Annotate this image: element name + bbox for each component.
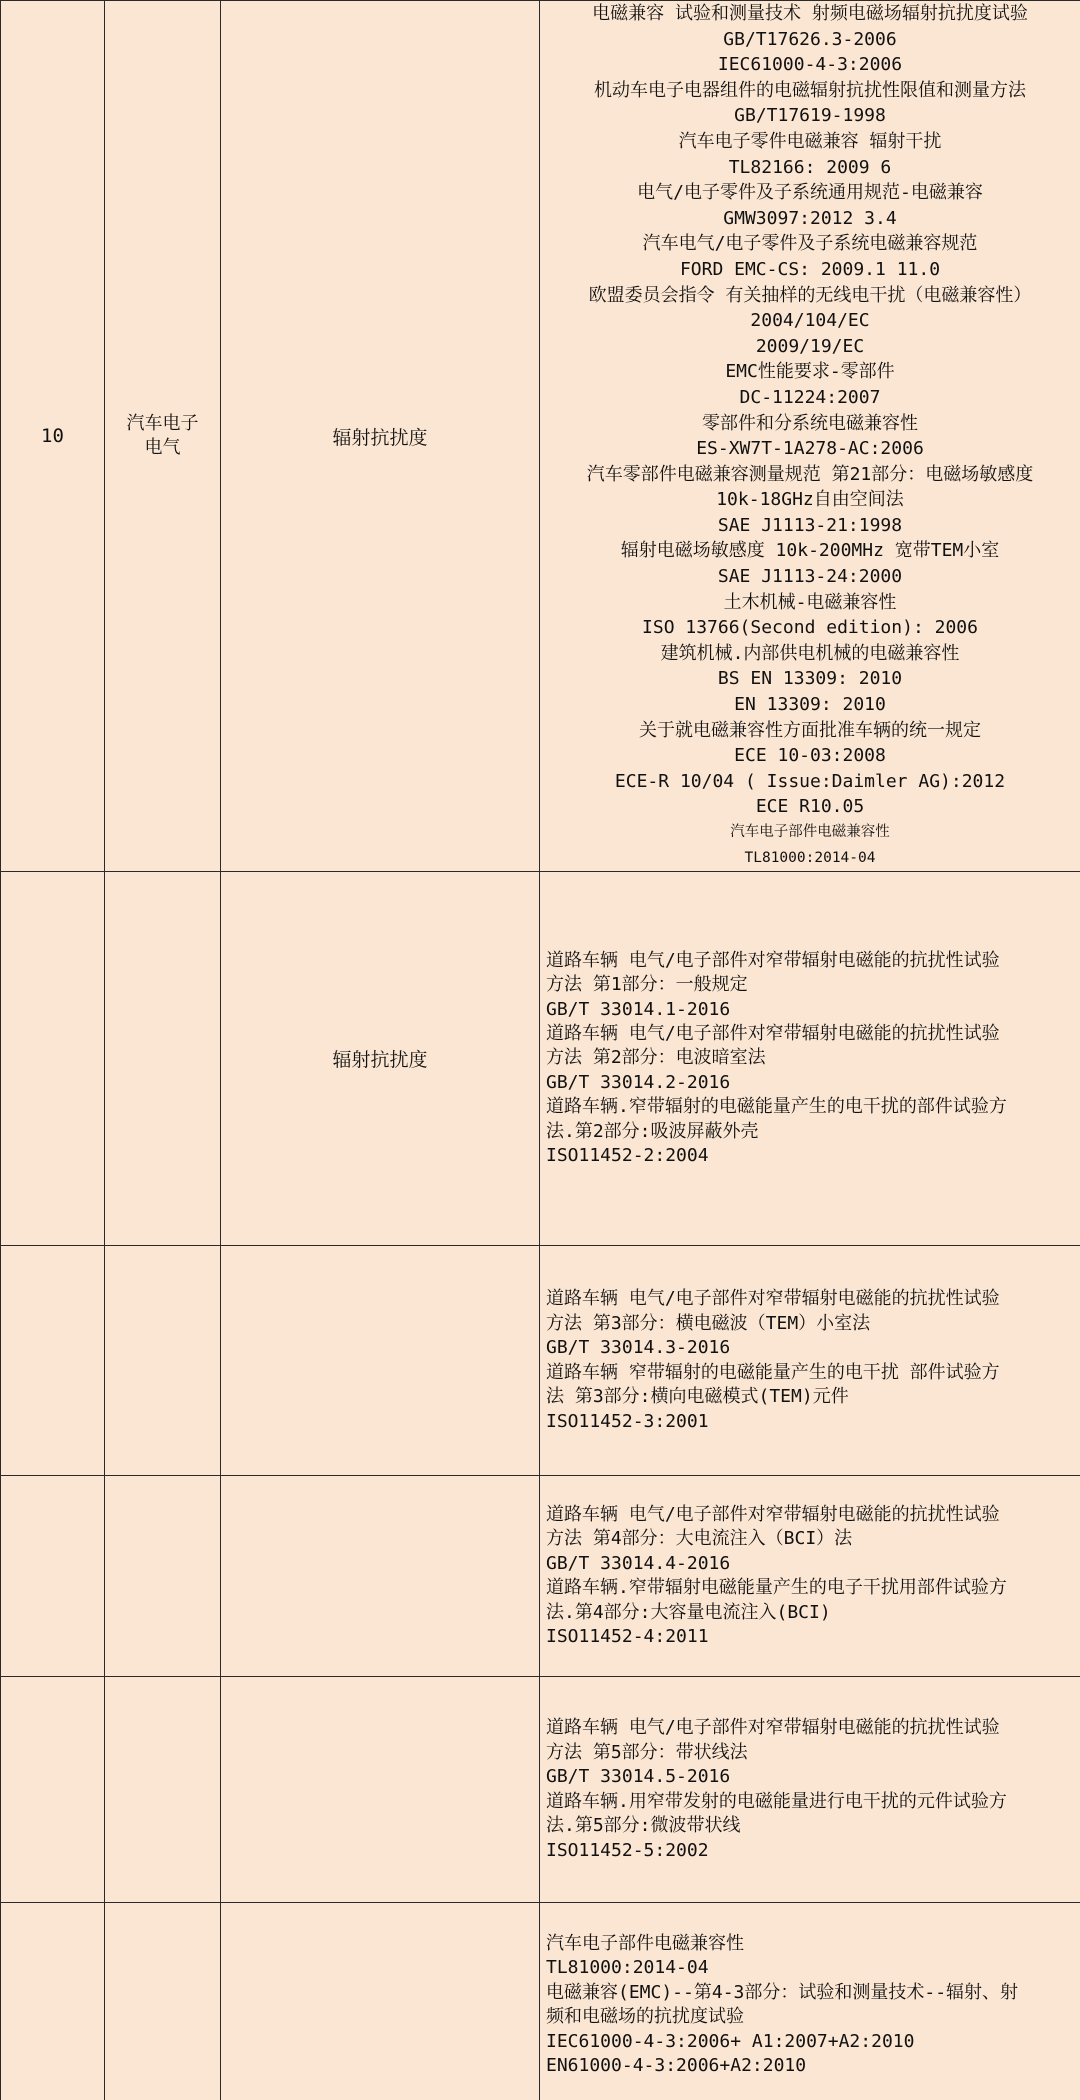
standard-line: 土木机械-电磁兼容性 (723, 591, 897, 613)
standard-line: GB/T 33014.3-2016 (546, 1337, 731, 1359)
category-cell (105, 1903, 221, 2100)
standard-line: GMW3097:2012 3.4 (723, 207, 897, 229)
standard-line: 10k-18GHz自由空间法 (716, 489, 904, 511)
standard-line: ISO11452-4:2011 (546, 1626, 709, 1647)
standard-line: 2004/104/EC (750, 310, 870, 332)
standard-line: GB/T 33014.4-2016 (546, 1552, 731, 1574)
category-cell (105, 1476, 221, 1677)
table-row (1, 1677, 1080, 1903)
standard-line: 道路车辆.窄带辐射电磁能量产生的电子干扰用部件试验方 (546, 1577, 1007, 1599)
standard-line: TL81000:2014-04 (744, 849, 876, 866)
standard-line: 道路车辆 电气/电子部件对窄带辐射电磁能的抗扰性试验 (546, 1023, 1000, 1045)
table-row (1, 1476, 1080, 1677)
standard-line: 汽车电子零件电磁兼容 辐射干扰 (678, 130, 942, 152)
standards-list (540, 949, 1080, 1169)
standard-line: ISO11452-2:2004 (546, 1145, 709, 1167)
standards-list (540, 1716, 1080, 1862)
standard-line: 方法 第4部分：大电流注入（BCI）法 (546, 1528, 853, 1550)
standards-cell (540, 1, 1080, 872)
standards-list (540, 1287, 1080, 1433)
standard-line: 汽车电子部件电磁兼容性 (546, 1932, 744, 1954)
table-row (1, 1903, 1080, 2100)
row-number-cell (1, 1903, 105, 2100)
test-item-cell (221, 872, 540, 1246)
standard-line: BS EN 13309: 2010 (717, 668, 903, 690)
standards-cell (540, 872, 1080, 1246)
standard-line: 辐射电磁场敏感度 10k-200MHz 宽带TEM小室 (620, 540, 1000, 562)
standard-line: 电磁兼容(EMC)--第4-3部分：试验和测量技术--辐射、射 (546, 1981, 1019, 2003)
standards-list (540, 1, 1080, 871)
row-number-cell (1, 1476, 105, 1677)
standard-line: 方法 第5部分：带状线法 (546, 1741, 748, 1763)
standard-line: 道路车辆 电气/电子部件对窄带辐射电磁能的抗扰性试验 (546, 1503, 1000, 1525)
standard-line: 汽车电气/电子零件及子系统电磁兼容规范 (642, 233, 978, 255)
standard-line: 法.第5部分:微波带状线 (546, 1815, 741, 1837)
table-row (1, 1, 1080, 872)
table-row (1, 872, 1080, 1246)
standard-line: 法.第2部分:吸波屏蔽外壳 (546, 1120, 759, 1142)
standard-line: 欧盟委员会指令 有关抽样的无线电干扰（电磁兼容性） (588, 284, 1032, 306)
category-label: 汽车电子电气 (126, 413, 199, 459)
standards-cell (540, 1246, 1080, 1476)
standard-line: 电气/电子零件及子系统通用规范-电磁兼容 (637, 182, 983, 204)
standard-line: GB/T 33014.2-2016 (546, 1071, 731, 1093)
standard-line: GB/T 33014.1-2016 (546, 998, 731, 1020)
standard-line: 道路车辆 电气/电子部件对窄带辐射电磁能的抗扰性试验 (546, 1288, 1000, 1310)
standard-line: ISO11452-3:2001 (546, 1410, 709, 1432)
standard-line: 机动车电子电器组件的电磁辐射抗扰性限值和测量方法 (594, 79, 1026, 101)
standard-line: GB/T 33014.5-2016 (546, 1766, 731, 1788)
standard-line: GB/T17619-1998 (734, 105, 886, 127)
test-item-cell (221, 1, 540, 872)
standard-line: 建筑机械.内部供电机械的电磁兼容性 (660, 642, 960, 664)
standard-line: ECE R10.05 (755, 796, 865, 818)
standard-line: 道路车辆.用窄带发射的电磁能量进行电干扰的元件试验方 (546, 1790, 1007, 1812)
category-cell (105, 1246, 221, 1476)
row-number-cell (1, 1246, 105, 1476)
test-item-cell (221, 1903, 540, 2100)
category-cell (105, 872, 221, 1246)
standard-line: 法.第4部分:大容量电流注入(BCI) (546, 1601, 831, 1623)
standard-line: GB/T17626.3-2006 (723, 28, 897, 50)
standard-line: DC-11224:2007 (739, 386, 881, 408)
standard-line: 零部件和分系统电磁兼容性 (702, 412, 918, 434)
standard-line: 方法 第3部分：横电磁波（TEM）小室法 (546, 1312, 871, 1334)
standards-cell (540, 1677, 1080, 1903)
standards-cell (540, 1903, 1080, 2100)
standards-cell (540, 1476, 1080, 1677)
standard-line: ECE-R 10/04 ( Issue:Daimler AG):2012 (614, 770, 1006, 792)
standard-line: 方法 第1部分：一般规定 (546, 974, 748, 996)
standard-line: SAE J1113-24:2000 (717, 566, 903, 588)
standard-line: 道路车辆 窄带辐射的电磁能量产生的电干扰 部件试验方 (546, 1361, 1000, 1383)
standard-line: 2009/19/EC (755, 335, 865, 357)
standard-line: 道路车辆 电气/电子部件对窄带辐射电磁能的抗扰性试验 (546, 949, 1000, 971)
test-item-cell (221, 1677, 540, 1903)
standard-line: EN 13309: 2010 (734, 694, 886, 716)
standard-line: TL81000:2014-04 (546, 1957, 709, 1979)
test-item-label: 辐射抗扰度 (332, 426, 428, 449)
standard-line: EN61000-4-3:2006+A2:2010 (546, 2055, 807, 2076)
standard-line: ISO11452-5:2002 (546, 1839, 709, 1861)
standard-line: 道路车辆 电气/电子部件对窄带辐射电磁能的抗扰性试验 (546, 1717, 1000, 1739)
standard-line: ES-XW7T-1A278-AC:2006 (696, 438, 924, 460)
category-cell (105, 1677, 221, 1903)
standard-line: 汽车零部件电磁兼容测量规范 第21部分：电磁场敏感度 (586, 463, 1034, 485)
table-row (1, 1246, 1080, 1476)
row-number-cell (1, 1677, 105, 1903)
row-number-cell (1, 872, 105, 1246)
standard-line: ISO 13766(Second edition): 2006 (642, 617, 978, 639)
standard-line: 频和电磁场的抗扰度试验 (546, 2006, 744, 2028)
row-number: 10 (41, 425, 64, 448)
standard-line: 电磁兼容 试验和测量技术 射频电磁场辐射抗扰度试验 (592, 3, 1028, 24)
standard-line: FORD EMC-CS: 2009.1 11.0 (679, 258, 941, 280)
standard-line: IEC61000-4-3:2006+ A1:2007+A2:2010 (546, 2030, 915, 2052)
standard-line: 关于就电磁兼容性方面批准车辆的统一规定 (639, 719, 981, 741)
standard-line: SAE J1113-21:1998 (717, 514, 903, 536)
test-item-cell (221, 1476, 540, 1677)
standard-line: TL82166: 2009 6 (728, 156, 892, 178)
standard-line: 法 第3部分:横向电磁模式(TEM)元件 (546, 1386, 849, 1408)
standard-line: 方法 第2部分：电波暗室法 (546, 1047, 766, 1069)
standard-line: 道路车辆.窄带辐射的电磁能量产生的电干扰的部件试验方 (546, 1096, 1007, 1118)
test-item-cell (221, 1246, 540, 1476)
category-cell (105, 1, 221, 872)
standard-line: IEC61000-4-3:2006 (717, 54, 903, 76)
standards-list (540, 1503, 1080, 1649)
test-item-label: 辐射抗扰度 (332, 1049, 428, 1072)
row-number-cell (1, 1, 105, 872)
standard-line: EMC性能要求-零部件 (725, 361, 895, 383)
standard-line: 汽车电子部件电磁兼容性 (730, 824, 890, 840)
standards-list (540, 1932, 1080, 2078)
standard-line: ECE 10-03:2008 (734, 745, 886, 767)
